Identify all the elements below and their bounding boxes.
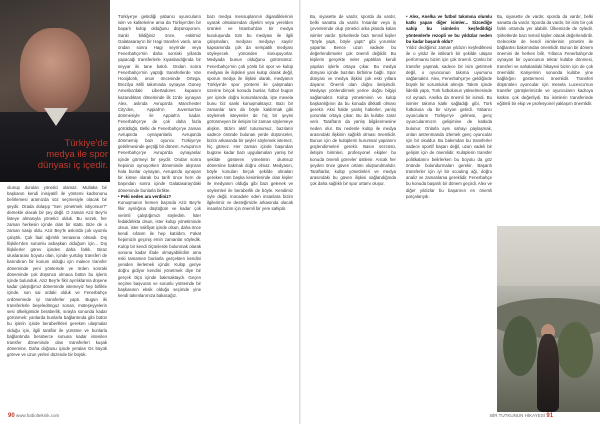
paragraph: Konuşmanın hemen başında Aziz Bey'le fikir ayrılığına düştüğüm ve kadar çok verimli çalıştığımızı söyledim. İster fedakârlıkta olsun, ister kulüp yönetiminde olsun, ister vakfiyat içinde olsun, daha önce kendi sıfatım ile hep katıldım. Fakat hepimizin geçmiş emin zamanlar söyledik. Kulüp bir kendi ölçünlerde bulunmak olarak sonuna kadar ifade olmayabilirdim ama eski tamamen bunlarla gerçekten kendini yeniden ilerlemek içindir. Kulüp geriye doğru gidiyor kendini yönetmek diye bir gerçek ölçü içinde bakmaktaydı. Geçen seçime başvuran ve sorunlu yöntemde bir başkasının eksik olduğu seçimde yine kendi takımlarımıza bakacağız. <box>118 200 201 299</box>
page-number: 90 <box>8 413 15 419</box>
photo-tree <box>557 322 593 378</box>
portrait-head <box>20 28 90 114</box>
footer-website: www.futbolteknik.com <box>15 413 60 418</box>
pull-quote <box>8 138 108 171</box>
landscape-photo <box>497 226 600 412</box>
interview-question: • Alex, Anelka ve futbol takımına olumlu katkı yapan diğer isimler... Sizcediğe sahip bu isimlerin keşfedildiği yöntemlerle rezopli ve bu yıldızlar neden bu kadar başarılı oldu? <box>406 14 492 44</box>
paragraph: Bu, siyasette de vardır, sporda da vardır, belki sanatta da vardır. İnsanlar veya iş çevrelerinde olup yönetici arka planda kalan isimler vardır. Şirketlerde bazı temsil kişiler "Şöyle yaptı, böyle yaptı" gibi yorumlar yaparlar. Bence uzun vadede bu değerlendirmeler çok önemli değildir. Bu kişilerin gerçekte neler yaptıkları kendi yapılan işlerle ortaya çıkar. Bu medya dünyası içinde bazıları birbirine bağlı. Spor dünyası ve medya ilişkisi çok eski yıllara dayanır. Önemli olan doğru iletişimdir. Medyayı yönlendirmek yerine doğru bilgiyi sağlamaktır. Kulüp yönetiminin ve kulüp başkanlığının da bu konuda dikkatli olması gerekir. Aksi halde yanlış haberler, yanlış yorumlar ortaya çıkar. Bu da kulübe zarar verir. Taraftarın da yanlış bilgilenmesine neden olur. Bu nedenle kulüp ile medya arasındaki ilişkinin sağlıklı olması önemlidir. Bunun için de kulüplerin kurumsal yapılarını güçlendirmeleri gerekir. Basın sözcüsü, iletişim birimleri, profesyonel ekipler bu konuda önemli görevler üstlenir. Ancak her şeyden önce güven ortamı oluşturulmalıdır. Taraftarlar, kulüp yönetimleri ve medya arasındaki bu güven ilişkisi sağlandığında çok daha sağlıklı bir spor ortamı oluşur. <box>310 14 396 187</box>
article-column-6 <box>497 14 593 222</box>
photo-tree <box>503 316 537 376</box>
pull-quote-line: medya ile spor <box>46 149 108 160</box>
pull-quote-line: Türkiye'de <box>64 138 108 149</box>
interview-question: • Peki neden ara verdiniz? <box>118 193 172 199</box>
paragraph: Yıldız dediğimiz zaman yıldızın keşfedilmesi ile o yıldız ile istikrarlı bir şekilde ulaşan performansı bizim için çok önemli. Çünkü bir transfer yapmak, sadece bir isim getirmek değil, o oyuncunun takıma uyumunu sağlamaktır. Alex, Fenerbahçe'ye geldiğinde büyük bir sorumluluk almıştı. Takım içinde liderlik yaptı, Türk futbolunun yükselmesinde rol oynadı. Anelka da önemli bir isimdi. Bu isimler takıma katkı sağladığı gibi, Türk futboluna da bir vizyon getirdi. Yabancı oyuncuların Türkiye'ye gelmesi, genç oyuncularımızın gelişimine de katkıda bulunur. Onlarla aynı sahayı paylaşmak, onları antrenmanda izlemek genç oyuncular için bir okuldur. Bu bakımdan bu transferler sadece sportif başarı değil, uzun vadeli bir gelişim için de önemlidir. Kulüplerin transfer politikalarını belirlerken bu boyutu da göz önünde bulundurmaları gerekir. Başarılı transferler için iyi bir scouting ağı, doğru analiz ve zamanlama gereklidir. Fenerbahçe bu konuda başarılı bir dönem geçirdi. Alex ve diğer yıldızlar bu başarının en önemli parçalarıydı. <box>406 45 492 199</box>
article-column-2 <box>118 14 201 410</box>
footer-series-title: BİR TUTKUNUN HİKAYESİ <box>490 413 546 418</box>
pull-quote-line: dünyası iç içedir. <box>37 160 108 171</box>
paragraph: Türkiye'ye getirdiği yabancı oyuncuların isim ve kalitelerine ama da Türkiye'den bir başarlı kulüp olduğunu düşünüyorum. Sanki bildiğiniz önce, eskitmiz Galatasaray'ın bir Hagi transferi vardı, ama ondan sonra Hagi seyrinde veya Fenerbahçe'nin daha sonraki yıllarda yapacağı transferlerle kıyaslandığında bir seyyar iki tane bakılı. Ondan sonra Fenerbahçe'nin yaptığı transferlerde Van Hooijdonk, onun öncesinde Ortega, Brezilya Milli takımında oynayan Güney Amerika'daki Libertadores kupasını kazandıktan döneminde ilk 11'de oynayan Alex, aslında Avrupa'da Manchester City'den, Appiah'ın Juventus'tan dönmesiyle ile Appiah'a kadar. Fenerbahçe'ye de çok daha fazla görüldüğü, Belki de Fenerbahçe'ye zaman Avrupa'da oynayanlarla Avrupa'da dönmemiş bazı oyuncu Türkiye'ye getirilmesinde geçtiği bir dönem. Avrupa'nın Fenerbahçe'ye Avrupa'da oynayanlar içinde görmeyi bir şeydir. Ondan sonra hepsinin oynuyorken döneminde alıştıran hala bunlar oynayan, Avrupa'da oynayan bir kimse olarak bu tarih önce hem de başından sonra içinde Galatasaray'daki döneminde bunlarla birlikte. <box>118 14 201 193</box>
article-column-1 <box>7 185 107 407</box>
page-number: 91 <box>546 413 554 419</box>
left-footer <box>8 413 59 419</box>
paragraph: bazı medya mensuplarının digandiklerinin uyarak olmalarından diyelim veya yerelden ürünleri ve İstanbul'dan bir medya kuruluşunda tüm bu medyası ile ilgili çalışmaları, medyası medyayı sayılır kapsamında çok da sempatik medyası söyleyecek yönünden konuşuyorlar. Medyada bunun olduğunu görürsünüz. Fenerbahçe'nin çok yönlü bir spor ve kulüp medyası ile ilişkileri yani kulüp olarak değil, sporun medya ile ilişkisi olarak, medyanın Türkiye'de spor yöntemi ile çalışmaları üzerine birçok konuda bunlar, futbol bugün yer içinde doğru konumlarında, işte mesela bunu biz sanki konuşmaktayız. Bazı bir zamanlar tam da böyle kaldırmak gibi söylemek isteyenler de hiç bir şeyini görünmeyen bir iletişim bir zaman söylemeye alışkın. Bizim aktif tutumumuz, bazıların sadece önünde bulunan yerde düşünceler, bizim arkasında bir şeyler söylemek istemez, hiç gitmez. Her zaman içinde başından bugüne kadar bazı uygulamaları yanlış bir şekilde gösteren yönetimin olumsuz dönemine bakmak doğru olmaz. Medyanın, böyle konuları birçok şekilde olmaları gereken tüm başka kesimlerinde olan kişiler ile medyanın olduğu gibi bazı gelenek ve söylemleri ile beraberlik de böyle. Kendimiz öyle değil, mücadele eden insanlara bizim ilgilerimiz ve desteğimizle arkasında olacak insanlar bizim için önemli bir yere sahiptir. <box>207 14 293 212</box>
article-column-4 <box>310 14 396 410</box>
photo-person <box>537 334 559 412</box>
article-column-5 <box>406 14 492 410</box>
paragraph: olunup durulan yönetici olamaz. Mutlaka bir başkanın kendi inisiyatifi ile yöntemi kadronunu belirlemesi aramızda söz seçmesiyle olacak bir şeydir. Orada dolaşıp "Sen yönetmek istiyorsun?" demekle olacak bir şey değil. O zaman Aziz Bey'in listeye almasıyla yönetici olduk. Bu sezek, her zaman herkesin içinde olan bir statü. Bize de o zaman nasip oldu. Aziz Bey'le askında çok uyumlu çalıştık. Çok faal ağımlık temasına olmadı. Dış İlişkiler'den sorumlu asbaşkan olduğum için... Dış İlişkilerler görev içinden daha farklı. Biraz uluslararası boyutu olan, içinde yurtdışı transferi de barındıran bir konum olduğu için malece transfer döneminde yeni yöntemde ve örden sonraki döneminde çok düşüncü olmaca bütün bu işlerin içinde bulunduk. Aziz Bey'le fikir ayrılıklarına düşene kadar çalıştığımız döneminde istemeyiz hep birlikte içinde, son sai ordaki olduk ve Fenerbahçe ordönemede iyi transferler yaptı. Bugün iki transferlerle beşeledönguz sonan, müteşeyyelerin sesi ülkeligimide beraberlik, sırayla sonunda kadar görünmek: yanlarda bunlarla bağlantında gibi bütün bu işlerin içinde beraberlikleri gereken ulaşmalar olduğu için, ilgili taraflar ile yürütme ve bunlarla bağlantında beraberce sonuna kadar istenilen transfer döneminde olan transferleri kuşak dönemine. Daha doğrusu içinde yeralan Gs büyük göreve ve uzun yerleri düzende bir büyük. <box>7 185 107 358</box>
left-page <box>0 0 299 424</box>
paragraph: Bu, siyasette de vardır, sporda da vardır, belki sanatta da vardır. Sporda da vardır, bir isim bir çok farklı ortamda yer alabilir. Ülkemizde de öyledir. Şirketlerde bazı temsil kişiler olarak değerlendirilir. Gelecekte de kendi isimlerinin yönetim ile bağlantısı bakımından önemlidir. Bunun bir dönem önemini de herkes bilir. Yıllarca Fenerbahçe'de oynayan bir oyuncunun tekrar kulübe dönmesi, transferi ve sahalardaki hikayesi bizim için de çok önemlidir. Kariyerinin sonunda kulübe yine bağlılığını göstermesi önemlidir. Transferi düşünülen oyuncular için mesela Lucescu'nun transfer görüşlerimizde ve oyuncuların kadroya katkısı çok değerliydi. Bu isimlerin transferinde eğitimli bir ekip ve profesyonel yaklaşım önemlidir. <box>497 14 593 106</box>
right-footer <box>490 413 553 419</box>
article-column-3 <box>207 14 293 410</box>
